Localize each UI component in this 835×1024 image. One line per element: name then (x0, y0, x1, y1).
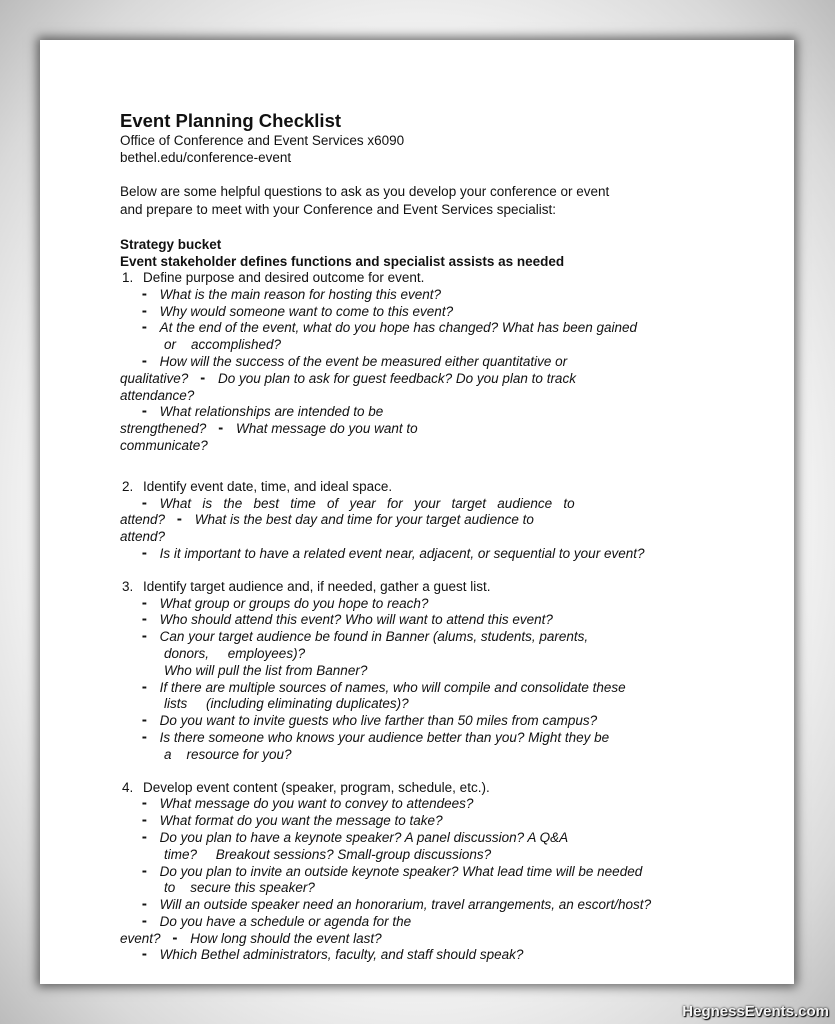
list-item-continued (120, 931, 760, 948)
section-title (120, 780, 760, 797)
question-text: Which Bethel administrators, faculty, and staff should speak? (159, 947, 524, 963)
document-content (120, 110, 760, 964)
question-continuation: attend? (120, 529, 166, 545)
list-item-continued (120, 421, 760, 438)
section-number: 3. (122, 578, 134, 594)
question-text: strengthened? (120, 421, 207, 437)
question-continuation: communicate? (120, 437, 208, 453)
question-text: What message do you want to (236, 421, 418, 437)
bullet-icon: ▪▪ (142, 732, 146, 742)
list-item (120, 680, 760, 714)
question-text: How will the success of the event be measured either quantitative or (159, 353, 568, 369)
bullet-icon: ▪▪ (142, 598, 146, 608)
bullet-icon: ▪▪ (142, 289, 146, 299)
list-item (120, 304, 760, 321)
section-title-text: Identify target audience and, if needed, gather a guest list. (143, 578, 491, 594)
question-text: If there are multiple sources of names, who will compile and consolidate these (159, 679, 626, 695)
question-text: What group or groups do you hope to reach? (159, 595, 429, 611)
list-item (120, 287, 760, 304)
bullet-icon: ▪▪ (177, 515, 181, 525)
list-item (120, 914, 760, 931)
document-page (40, 40, 794, 984)
bullet-icon: ▪▪ (142, 615, 146, 625)
question-text: What is the best day and time for your target audience to (194, 512, 534, 528)
bullet-icon: ▪▪ (142, 323, 146, 333)
list-item (120, 864, 760, 898)
bullet-icon: ▪▪ (142, 356, 146, 366)
list-item (120, 546, 760, 563)
section-title (120, 270, 760, 287)
bullet-icon: ▪▪ (142, 548, 146, 558)
bullet-icon: ▪▪ (172, 933, 177, 943)
question-text: Can your target audience be found in Banner (alums, students, parents, (159, 629, 589, 645)
bullet-icon: ▪▪ (142, 799, 146, 809)
watermark-text: HegnessEvents.com (682, 1003, 829, 1020)
section-number: 1. (122, 270, 134, 285)
list-item (120, 897, 760, 914)
question-text: Do you have a schedule or agenda for the (159, 913, 412, 929)
page-title: Event Planning Checklist (120, 110, 342, 131)
bullet-icon: ▪▪ (142, 832, 146, 842)
question-continuation: Who will pull the list from Banner? (164, 662, 368, 678)
list-item (120, 730, 760, 764)
question-continuation: attendance? (120, 387, 195, 403)
question-text: What relationships are intended to be (159, 404, 384, 420)
list-item (120, 796, 760, 813)
question-text: qualitative? (120, 370, 189, 386)
section-number: 2. (122, 478, 134, 494)
bullet-icon: ▪▪ (142, 866, 146, 876)
question-text: Do you plan to invite an outside keynote speaker? What lead time will be needed (159, 863, 643, 879)
bullet-icon: ▪▪ (200, 373, 204, 383)
bullet-icon: ▪▪ (142, 407, 146, 417)
intro-paragraph (120, 183, 760, 219)
section-4 (120, 780, 760, 965)
intro-line: Below are some helpful questions to ask as you develop your conference or event (120, 184, 610, 199)
question-text: Who should attend this event? Who will want to attend this event? (159, 612, 553, 628)
question-text: What format do you want the message to take? (159, 813, 443, 829)
question-text: How long should the event last? (190, 930, 382, 946)
bucket-name: Strategy bucket (120, 237, 222, 252)
list-item (120, 830, 760, 864)
section-title-text: Develop event content (speaker, program, schedule, etc.). (143, 779, 490, 795)
question-continuation: donors, employees)? (164, 645, 306, 661)
question-text: Why would someone want to come to this event? (159, 303, 454, 319)
list-item-continued (120, 512, 760, 529)
section-number: 4. (122, 779, 134, 795)
question-text: Do you want to invite guests who live farther than 50 miles from campus? (159, 713, 598, 729)
list-item (120, 496, 760, 513)
list-item-continued (120, 371, 760, 388)
bullet-icon: ▪▪ (142, 306, 146, 316)
bullet-icon: ▪▪ (142, 682, 146, 692)
question-continuation: a resource for you? (164, 746, 292, 762)
question-text: Do you plan to have a keynote speaker? A panel discussion? A Q&A (159, 829, 569, 845)
question-text: Is it important to have a related event near, adjacent, or sequential to your event? (159, 545, 645, 561)
bullet-icon: ▪▪ (142, 498, 146, 508)
bullet-icon: ▪▪ (142, 816, 146, 826)
question-text: What is the best time of year for your target audience to (159, 495, 575, 511)
list-item (120, 596, 760, 613)
bullet-icon: ▪▪ (142, 950, 146, 960)
question-continuation: to secure this speaker? (164, 880, 315, 896)
question-text: What is the main reason for hosting this event? (159, 286, 442, 302)
bullet-icon: ▪▪ (142, 632, 146, 642)
section-2 (120, 479, 760, 563)
list-item (120, 629, 760, 679)
question-text: attend? (120, 512, 166, 528)
list-item (120, 320, 760, 354)
section-title-text: Define purpose and desired outcome for event. (143, 270, 425, 285)
question-text: Will an outside speaker need an honorarium, travel arrangements, an escort/host? (159, 897, 652, 913)
question-continuation: time? Breakout sessions? Small-group discussions? (164, 846, 492, 862)
section-3 (120, 579, 760, 764)
bullet-icon: ▪▪ (142, 716, 146, 726)
list-item (120, 813, 760, 830)
list-item (120, 947, 760, 964)
office-url: bethel.edu/conference-event (120, 150, 292, 165)
bucket-subtitle: Event stakeholder defines functions and specialist assists as needed (120, 254, 565, 269)
question-text: Is there someone who knows your audience better than you? Might they be (159, 729, 610, 745)
bullet-icon: ▪▪ (142, 916, 146, 926)
list-item (120, 354, 760, 371)
bullet-icon: ▪▪ (218, 424, 222, 434)
section-title (120, 479, 760, 496)
question-continuation: or accomplished? (164, 337, 282, 353)
list-item (120, 404, 760, 421)
section-1 (120, 270, 760, 455)
intro-line: and prepare to meet with your Conference and Event Services specialist: (120, 202, 556, 217)
bullet-icon: ▪▪ (142, 900, 146, 910)
office-line: Office of Conference and Event Services x6090 (120, 133, 405, 148)
question-text: event? (120, 930, 161, 946)
question-text: What message do you want to convey to attendees? (159, 796, 474, 812)
question-continuation: lists (including eliminating duplicates)? (164, 696, 409, 712)
section-title (120, 579, 760, 596)
question-text: Do you plan to ask for guest feedback? Do you plan to track (217, 370, 576, 386)
section-title-text: Identify event date, time, and ideal space. (143, 478, 393, 494)
list-item (120, 612, 760, 629)
list-item (120, 713, 760, 730)
question-text: At the end of the event, what do you hope has changed? What has been gained (159, 320, 638, 336)
